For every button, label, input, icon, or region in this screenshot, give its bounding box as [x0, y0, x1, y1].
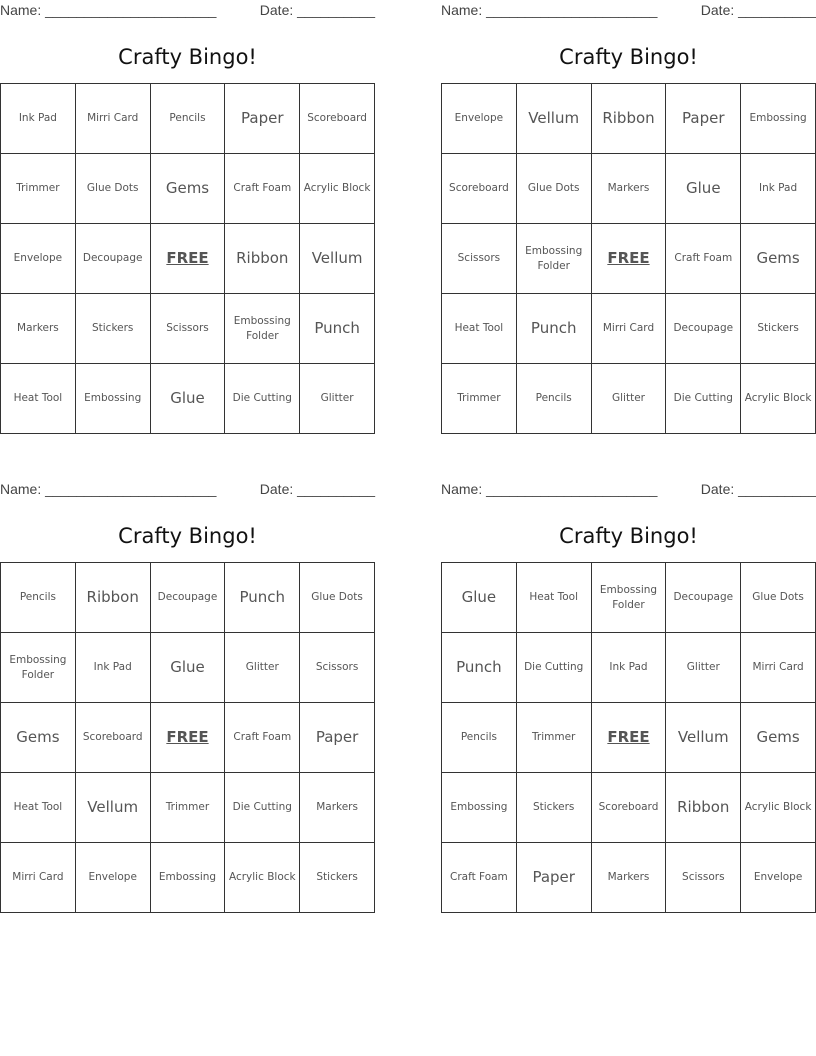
bingo-cell: Pencils [442, 703, 517, 773]
bingo-row [442, 294, 816, 364]
date-label: Date: __________ [700, 2, 816, 18]
date-label: Date: __________ [259, 481, 375, 497]
bingo-card [441, 479, 816, 913]
name-date-row [441, 479, 816, 501]
bingo-cell: Trimmer [442, 364, 517, 434]
bingo-cell: Die Cutting [225, 364, 300, 434]
bingo-row [1, 84, 375, 154]
bingo-cell: Stickers [300, 843, 375, 913]
bingo-cell: Trimmer [150, 773, 225, 843]
bingo-cell: Glue Dots [741, 563, 816, 633]
bingo-cell: Vellum [516, 84, 591, 154]
card-title: Crafty Bingo! [559, 524, 698, 548]
bingo-cell: Stickers [75, 294, 150, 364]
bingo-cell: Scoreboard [300, 84, 375, 154]
bingo-cell: Paper [225, 84, 300, 154]
bingo-cell: Glue [666, 154, 741, 224]
bingo-cell: Acrylic Block [741, 773, 816, 843]
bingo-cell: Glitter [666, 633, 741, 703]
card-title: Crafty Bingo! [559, 45, 698, 69]
bingo-grid [441, 562, 816, 913]
bingo-cell: Scoreboard [442, 154, 517, 224]
bingo-cell: Vellum [666, 703, 741, 773]
bingo-cell: Trimmer [1, 154, 76, 224]
bingo-row [1, 843, 375, 913]
bingo-card [0, 479, 375, 913]
name-label: Name: ______________________ [0, 481, 217, 497]
bingo-cell: Glue Dots [516, 154, 591, 224]
bingo-cell: Ribbon [225, 224, 300, 294]
name-date-row [0, 0, 375, 22]
bingo-cell: Heat Tool [442, 294, 517, 364]
bingo-cell: Envelope [741, 843, 816, 913]
free-space: FREE [150, 703, 225, 773]
name-label: Name: ______________________ [0, 2, 217, 18]
bingo-row [442, 703, 816, 773]
bingo-cell: Envelope [1, 224, 76, 294]
bingo-grid [441, 83, 816, 434]
bingo-cell: Pencils [1, 563, 76, 633]
bingo-cell: Paper [300, 703, 375, 773]
bingo-cell: Stickers [741, 294, 816, 364]
bingo-cell: Vellum [300, 224, 375, 294]
bingo-cell: Mirri Card [75, 84, 150, 154]
bingo-cell: Markers [1, 294, 76, 364]
bingo-cell: Glitter [591, 364, 666, 434]
bingo-cell: Ink Pad [741, 154, 816, 224]
bingo-cell: Glue [150, 633, 225, 703]
bingo-cell: Craft Foam [666, 224, 741, 294]
date-label: Date: __________ [259, 2, 375, 18]
bingo-cell: Heat Tool [1, 773, 76, 843]
bingo-cell: Glue [150, 364, 225, 434]
bingo-row [442, 154, 816, 224]
bingo-cell: Stickers [516, 773, 591, 843]
bingo-row [442, 773, 816, 843]
bingo-cell: Paper [666, 84, 741, 154]
bingo-cell: Embossing Folder [225, 294, 300, 364]
bingo-row [1, 224, 375, 294]
bingo-row [442, 563, 816, 633]
bingo-row [442, 633, 816, 703]
bingo-cell: Mirri Card [741, 633, 816, 703]
bingo-cell: Ink Pad [591, 633, 666, 703]
name-label: Name: ______________________ [441, 2, 658, 18]
bingo-cell: Embossing [75, 364, 150, 434]
free-space: FREE [591, 224, 666, 294]
card-title: Crafty Bingo! [118, 45, 257, 69]
bingo-cell: Die Cutting [516, 633, 591, 703]
bingo-cell: Acrylic Block [300, 154, 375, 224]
bingo-cell: Decoupage [666, 563, 741, 633]
bingo-cell: Die Cutting [225, 773, 300, 843]
bingo-cell: Markers [591, 154, 666, 224]
bingo-cell: Heat Tool [516, 563, 591, 633]
bingo-cell: Gems [1, 703, 76, 773]
bingo-cell: Embossing [741, 84, 816, 154]
bingo-cell: Scissors [666, 843, 741, 913]
bingo-cell: Pencils [516, 364, 591, 434]
bingo-cell: Glitter [225, 633, 300, 703]
bingo-cell: Embossing Folder [516, 224, 591, 294]
free-space: FREE [150, 224, 225, 294]
bingo-cell: Punch [516, 294, 591, 364]
bingo-cell: Acrylic Block [741, 364, 816, 434]
bingo-row [1, 633, 375, 703]
name-date-row [441, 0, 816, 22]
bingo-cell: Scissors [300, 633, 375, 703]
bingo-cell: Trimmer [516, 703, 591, 773]
bingo-cell: Punch [225, 563, 300, 633]
bingo-row [442, 364, 816, 434]
bingo-cell: Gems [150, 154, 225, 224]
bingo-cell: Glitter [300, 364, 375, 434]
bingo-row [1, 563, 375, 633]
bingo-card [441, 0, 816, 434]
bingo-cell: Embossing Folder [591, 563, 666, 633]
free-space: FREE [591, 703, 666, 773]
name-label: Name: ______________________ [441, 481, 658, 497]
bingo-cell: Acrylic Block [225, 843, 300, 913]
bingo-cell: Craft Foam [225, 154, 300, 224]
bingo-cell: Embossing [442, 773, 517, 843]
bingo-row [1, 703, 375, 773]
bingo-card [0, 0, 375, 434]
bingo-cell: Glue Dots [75, 154, 150, 224]
bingo-cell: Heat Tool [1, 364, 76, 434]
bingo-cell: Craft Foam [225, 703, 300, 773]
bingo-row [1, 154, 375, 224]
bingo-cell: Decoupage [150, 563, 225, 633]
bingo-cell: Craft Foam [442, 843, 517, 913]
bingo-cell: Vellum [75, 773, 150, 843]
bingo-row [1, 364, 375, 434]
bingo-cell: Punch [300, 294, 375, 364]
bingo-cell: Ribbon [75, 563, 150, 633]
bingo-cell: Decoupage [666, 294, 741, 364]
bingo-cell: Scissors [150, 294, 225, 364]
bingo-cell: Ribbon [591, 84, 666, 154]
bingo-cell: Embossing Folder [1, 633, 76, 703]
name-date-row [0, 479, 375, 501]
bingo-cell: Markers [591, 843, 666, 913]
bingo-cell: Paper [516, 843, 591, 913]
bingo-row [1, 294, 375, 364]
bingo-cell: Markers [300, 773, 375, 843]
bingo-cell: Glue Dots [300, 563, 375, 633]
card-title: Crafty Bingo! [118, 524, 257, 548]
bingo-cell: Ink Pad [75, 633, 150, 703]
bingo-cell: Die Cutting [666, 364, 741, 434]
bingo-cell: Scoreboard [591, 773, 666, 843]
bingo-cell: Pencils [150, 84, 225, 154]
bingo-cell: Scoreboard [75, 703, 150, 773]
bingo-cell: Punch [442, 633, 517, 703]
bingo-row [1, 773, 375, 843]
bingo-cell: Gems [741, 703, 816, 773]
bingo-row [442, 224, 816, 294]
bingo-cell: Ribbon [666, 773, 741, 843]
bingo-cell: Envelope [442, 84, 517, 154]
bingo-grid [0, 562, 375, 913]
bingo-cell: Glue [442, 563, 517, 633]
bingo-cell: Mirri Card [1, 843, 76, 913]
date-label: Date: __________ [700, 481, 816, 497]
bingo-grid [0, 83, 375, 434]
bingo-cell: Scissors [442, 224, 517, 294]
bingo-cell: Gems [741, 224, 816, 294]
bingo-cell: Embossing [150, 843, 225, 913]
bingo-cell: Envelope [75, 843, 150, 913]
bingo-row [442, 843, 816, 913]
bingo-cell: Decoupage [75, 224, 150, 294]
bingo-cell: Ink Pad [1, 84, 76, 154]
bingo-row [442, 84, 816, 154]
bingo-cell: Mirri Card [591, 294, 666, 364]
